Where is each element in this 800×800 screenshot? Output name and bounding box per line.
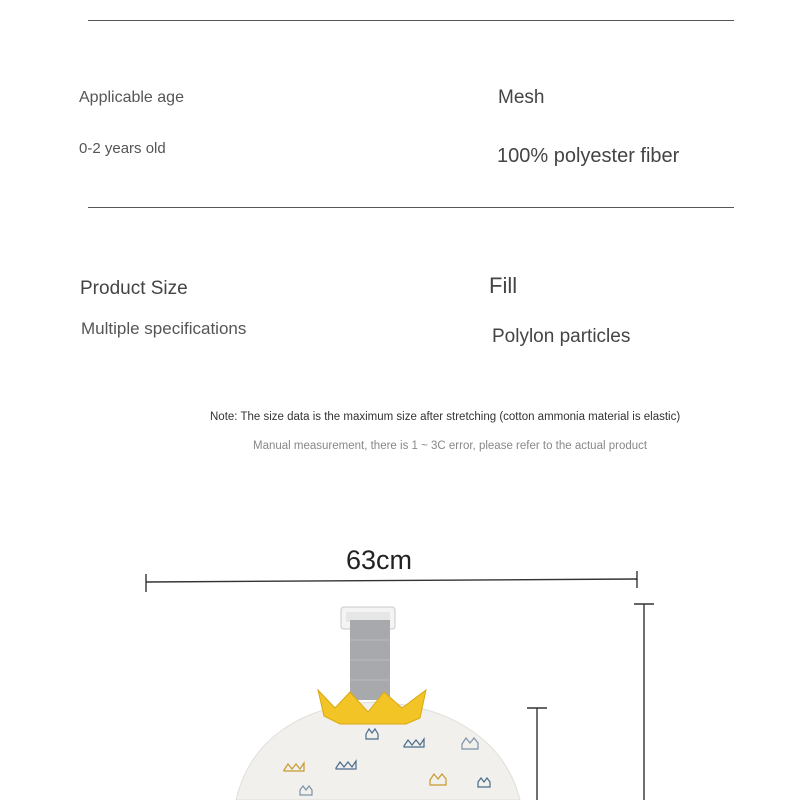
applicable-age-label: Applicable age (79, 89, 184, 106)
size-note: Note: The size data is the maximum size after stretching (cotton ammonia material is elastic) (210, 411, 681, 423)
product-size-label: Product Size (80, 278, 188, 299)
depth-dimension-line (527, 708, 547, 800)
mesh-value: 100% polyester fiber (497, 145, 680, 167)
width-dimension-line (146, 571, 637, 592)
width-dimension-label: 63cm (346, 545, 413, 575)
fill-label: Fill (489, 273, 518, 298)
product-size-value: Multiple specifications (81, 319, 247, 338)
height-dimension-line (634, 604, 654, 800)
fill-value: Polylon particles (492, 326, 631, 347)
mesh-label: Mesh (498, 87, 545, 108)
measurement-note: Manual measurement, there is 1 ~ 3C error, please refer to the actual product (253, 440, 648, 452)
applicable-age-value: 0-2 years old (79, 140, 166, 157)
